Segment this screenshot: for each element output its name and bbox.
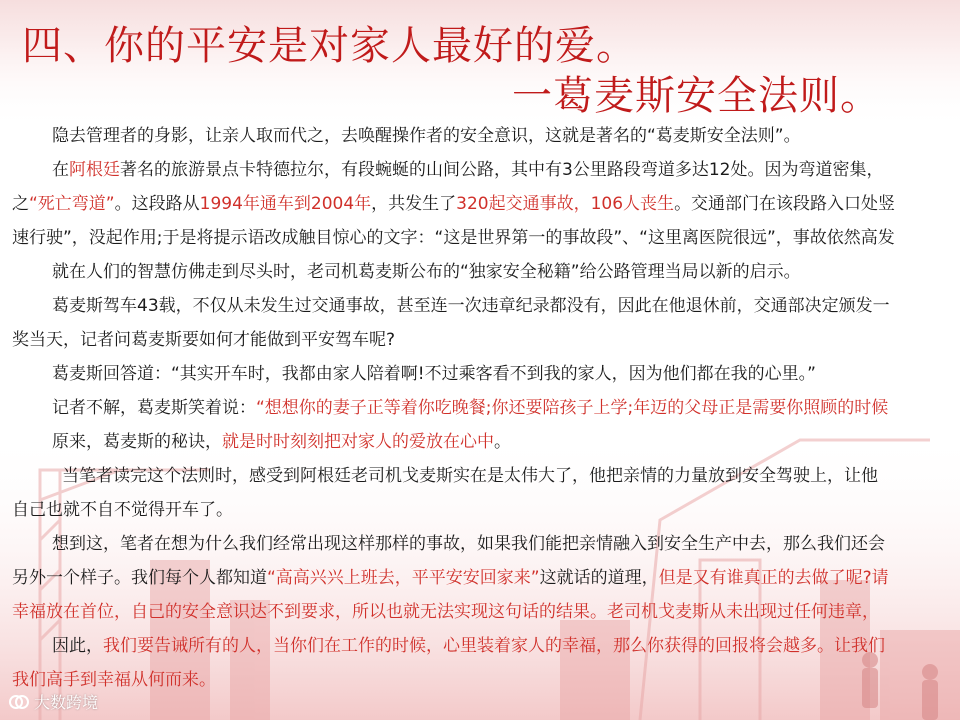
paragraph-line — [52, 532, 885, 558]
slide-title: 四、你的平安是对家人最好的爱。 — [22, 23, 637, 69]
paragraph-line — [52, 430, 511, 456]
paragraph-line — [12, 226, 895, 252]
text-segment: 当笔者读完这个法则时，感受到阿根廷老司机戈麦斯实在是太伟大了，他把亲情的力量放到安全驾驶上，让他 — [62, 466, 878, 486]
watermark-logo-icon — [8, 691, 30, 713]
text-segment: ，共发生了 — [371, 194, 457, 214]
highlighted-text: 但是又有谁真正的去做了呢?请 — [658, 568, 889, 588]
text-segment: 。这段路从 — [114, 194, 200, 214]
text-segment: 。 — [494, 432, 511, 452]
paragraph-line — [52, 158, 883, 184]
paragraph-line — [52, 396, 888, 422]
text-segment: 想到这，笔者在想为什么我们经常出现这样那样的事故，如果我们能把亲情融入到安全生产中去，那么我们还会 — [52, 534, 885, 554]
highlighted-text: “死亡弯道” — [29, 194, 115, 214]
paragraph-line — [12, 498, 233, 524]
highlighted-text: 就是时时刻刻把对家人的爱放在心中 — [222, 432, 494, 452]
paragraph-line — [52, 362, 816, 388]
text-segment: 这就话的道理， — [539, 568, 659, 588]
text-segment: 速行驶”，没起作用;于是将提示语改成触目惊心的文字：“这是世界第一的事故段”、“这里离医院很远”，事故依然高发 — [12, 228, 895, 248]
watermark-text: 大数跨境 — [34, 693, 99, 712]
text-segment: 因此， — [52, 636, 103, 656]
paragraph-line — [52, 124, 801, 150]
paragraph-line — [52, 260, 801, 286]
paragraph-line — [52, 294, 890, 320]
paragraph-line — [12, 566, 889, 592]
highlighted-text: 1994年通车到2004年 — [199, 194, 372, 214]
highlighted-text: 320起交通事故，106人丧生 — [456, 194, 675, 214]
paragraph-line — [12, 328, 395, 354]
paragraph-line — [62, 464, 878, 490]
text-segment: 著名的旅游景点卡特德拉尔，有段蜿蜒的山间公路，其中有3公里路段弯道多达12处。因为弯道密集， — [120, 160, 884, 180]
paragraph-line — [12, 600, 879, 626]
highlighted-text: “想想你的妻子正等着你吃晚餐;你还要陪孩子上学;年迈的父母正是需要你照顾的时候 — [256, 398, 889, 418]
text-segment: 葛麦斯回答道：“其实开车时，我都由家人陪着啊!不过乘客看不到我的家人，因为他们都在我的心里。” — [52, 364, 816, 384]
highlighted-text: 阿根廷 — [69, 160, 120, 180]
text-segment: 葛麦斯驾车43载，不仅从未发生过交通事故，甚至连一次违章纪录都没有，因此在他退休前，交通部决定颁发一 — [52, 296, 890, 316]
text-segment: 奖当天，记者问葛麦斯要如何才能做到平安驾车呢? — [12, 330, 396, 350]
paragraph-line — [52, 634, 885, 660]
text-segment: 在 — [52, 160, 69, 180]
highlighted-text: “高高兴兴上班去，平平安安回家来” — [267, 568, 540, 588]
paragraph-line — [12, 192, 895, 218]
text-segment: 自己也就不自不觉得开车了。 — [12, 500, 233, 520]
text-segment: 记者不解，葛麦斯笑着说： — [52, 398, 256, 418]
highlighted-text: 我们要告诫所有的人，当你们在工作的时候，心里装着家人的幸福，那么你获得的回报将会越多。让我们 — [103, 636, 885, 656]
text-segment: 。交通部门在该段路入口处竖 — [674, 194, 896, 214]
text-segment: 另外一个样子。我们每个人都知道 — [12, 568, 267, 588]
highlighted-text: 我们高手到幸福从何而来。 — [12, 670, 216, 690]
text-segment: 就在人们的智慧仿佛走到尽头时，老司机葛麦斯公布的“独家安全秘籍”给公路管理当局以新的启示。 — [52, 262, 801, 282]
text-segment: 原来，葛麦斯的秘诀， — [52, 432, 222, 452]
watermark — [8, 690, 98, 713]
highlighted-text: 幸福放在首位，自己的安全意识达不到要求，所以也就无法实现这句话的结果。老司机戈麦斯从未出现过任何违章， — [12, 602, 879, 622]
slide-subtitle: 一葛麦斯安全法则。 — [512, 73, 881, 119]
text-segment: 隐去管理者的身影，让亲人取而代之，去唤醒操作者的安全意识，这就是著名的“葛麦斯安全法则”。 — [52, 126, 801, 146]
text-segment: 之 — [12, 194, 29, 214]
